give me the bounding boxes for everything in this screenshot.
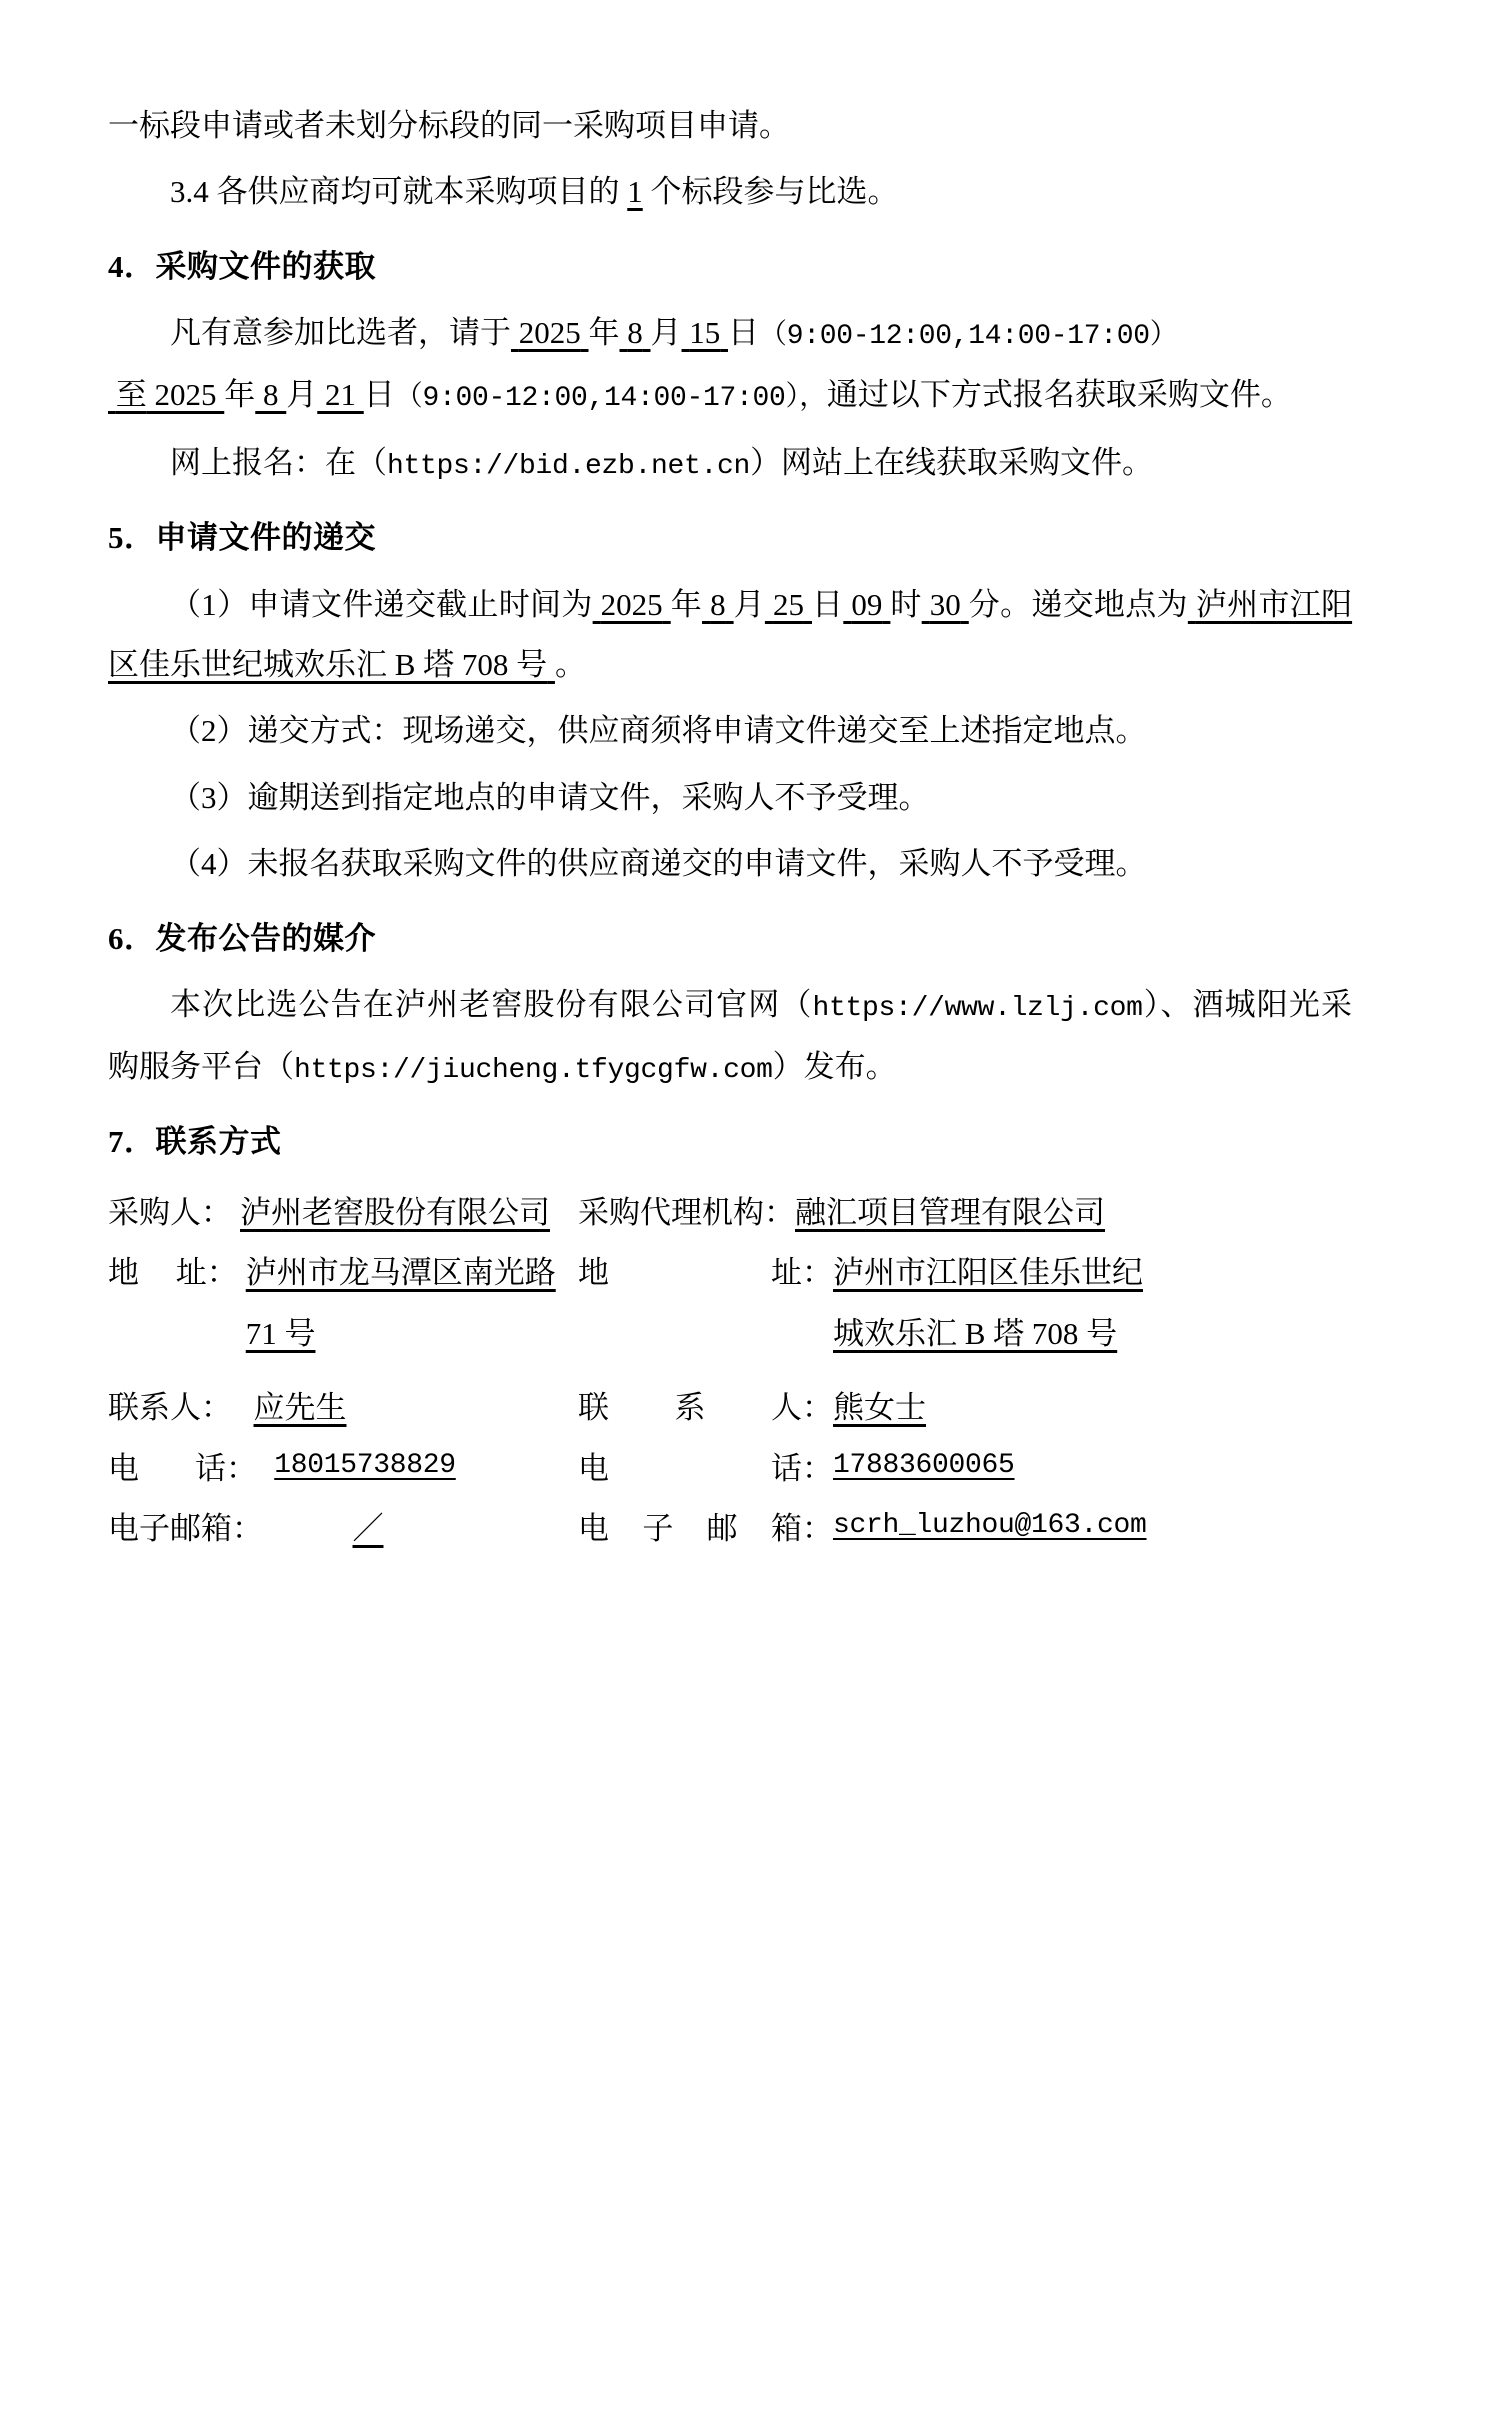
agency-label: 采购代理机构： bbox=[578, 1194, 795, 1230]
paragraph-late-submission: （3）逾期送到指定地点的申请文件，采购人不予受理。 bbox=[170, 779, 930, 815]
paragraph-3-4-prefix: 3.4 各供应商均可就本采购项目的 bbox=[170, 174, 628, 210]
paragraph-obtain-period bbox=[108, 303, 1352, 426]
unit-year-1: 年 bbox=[588, 315, 620, 351]
agency-value: 融汇项目管理有限公司 bbox=[795, 1194, 1105, 1230]
contact-purchaser-phone bbox=[108, 1439, 578, 1499]
paragraph-unregistered-submission: （4）未报名获取采购文件的供应商递交的申请文件，采购人不予受理。 bbox=[170, 846, 1147, 882]
deadline-day: 25 bbox=[772, 586, 804, 622]
deadline-hour: 09 bbox=[851, 586, 883, 622]
deadline-minute: 30 bbox=[929, 586, 961, 622]
announcement-part2: ）、酒城阳光采购服务平台（ bbox=[108, 987, 1353, 1084]
contact-purchaser-org bbox=[108, 1183, 578, 1243]
paragraph-continued-text: 一标段申请或者未划分标段的同一采购项目申请。 bbox=[108, 108, 790, 143]
agency-contact-colon: ： bbox=[802, 1390, 833, 1426]
announcement-part1: 本次比选公告在泸州老窖股份有限公司官网（ bbox=[170, 987, 813, 1023]
contact-row-organization bbox=[108, 1183, 1352, 1243]
unit-year-2: 年 bbox=[224, 376, 256, 412]
agency-address-line2: 城欢乐汇 B 塔 708 号 bbox=[833, 1315, 1118, 1351]
lot-count-value: 1 bbox=[627, 174, 643, 210]
purchaser-email-label: 电子邮箱 bbox=[108, 1510, 232, 1546]
online-registration-label: 网上报名：在（ bbox=[170, 444, 387, 480]
obtain-start-time: （9:00-12:00,14:00-17:00） bbox=[759, 321, 1178, 353]
paragraph-3-4 bbox=[108, 162, 1352, 222]
purchaser-value: 泸州老窖股份有限公司 bbox=[240, 1194, 550, 1230]
contact-purchaser-email bbox=[108, 1499, 578, 1559]
paragraph-submission-method: （2）递交方式：现场递交，供应商须将申请文件递交至上述指定地点。 bbox=[170, 713, 1147, 749]
agency-address-label: 地址 bbox=[578, 1255, 802, 1291]
contact-row-person bbox=[108, 1378, 1352, 1438]
heading-section-6: 6．发布公告的媒介 bbox=[108, 920, 376, 956]
contact-agency-person bbox=[578, 1378, 1352, 1438]
obtain-start-year: 2025 bbox=[518, 315, 581, 351]
purchaser-email-colon: ： bbox=[232, 1510, 263, 1546]
contact-row-email bbox=[108, 1499, 1352, 1559]
heading-section-5: 5．申请文件的递交 bbox=[108, 520, 376, 556]
agency-address-line1: 泸州市江阳区佳乐世纪 bbox=[833, 1255, 1143, 1291]
purchaser-contact-colon: ： bbox=[201, 1390, 232, 1426]
contact-purchaser-person bbox=[108, 1378, 578, 1438]
submission-deadline-label: （1）申请文件递交截止时间为 bbox=[170, 586, 593, 622]
contact-agency-email bbox=[578, 1499, 1352, 1559]
heading-section-7: 7．联系方式 bbox=[108, 1124, 282, 1160]
purchaser-phone-colon: ： bbox=[226, 1450, 257, 1486]
contact-agency-org bbox=[578, 1183, 1352, 1243]
announcement-part3: ）发布。 bbox=[772, 1048, 897, 1084]
agency-phone-value: 17883600065 bbox=[833, 1449, 1015, 1481]
purchaser-label: 采购人： bbox=[108, 1194, 232, 1230]
unit-month-2: 月 bbox=[286, 376, 318, 412]
announcement-url-jiucheng[interactable]: https://jiucheng.tfygcgfw.com bbox=[294, 1054, 773, 1086]
unit-minute: 分。 bbox=[968, 586, 1032, 622]
obtain-start-month: 8 bbox=[627, 315, 643, 351]
purchaser-email-value: ／ bbox=[352, 1510, 384, 1546]
obtain-to-label: 至 bbox=[115, 376, 147, 412]
agency-contact-value: 熊女士 bbox=[833, 1390, 926, 1426]
online-registration-tail: ）网站上在线获取采购文件。 bbox=[750, 444, 1154, 480]
obtain-end-time: （9:00-12:00,14:00-17:00）， bbox=[394, 382, 827, 414]
contact-row-address bbox=[108, 1243, 1352, 1364]
announcement-url-lzlj[interactable]: https://www.lzlj.com bbox=[812, 993, 1143, 1025]
purchaser-phone-value: 18015738829 bbox=[274, 1449, 456, 1481]
paragraph-3-4-suffix: 个标段参与比选。 bbox=[642, 174, 899, 210]
contact-block bbox=[108, 1183, 1352, 1560]
obtain-end-month: 8 bbox=[263, 376, 279, 412]
heading-section-4: 4．采购文件的获取 bbox=[108, 248, 376, 284]
contact-row-phone bbox=[108, 1439, 1352, 1499]
unit-day-3: 日 bbox=[812, 586, 844, 622]
deadline-month: 8 bbox=[710, 586, 726, 622]
deadline-year: 2025 bbox=[600, 586, 663, 622]
agency-address-value bbox=[833, 1243, 1143, 1364]
purchaser-phone-label: 电话 bbox=[108, 1450, 226, 1486]
paragraph-announcement-media bbox=[108, 975, 1352, 1098]
unit-month-3: 月 bbox=[733, 586, 765, 622]
deadline-place-label: 递交地点为 bbox=[1031, 586, 1188, 622]
obtain-tail-text: 通过以下方式报名获取采购文件。 bbox=[826, 376, 1292, 412]
unit-day-1: 日 bbox=[728, 315, 759, 351]
purchaser-address-colon: ： bbox=[206, 1255, 238, 1291]
unit-year-3: 年 bbox=[670, 586, 703, 622]
agency-email-label: 电子邮箱 bbox=[578, 1510, 802, 1546]
deadline-period: 。 bbox=[554, 646, 586, 682]
agency-address-colon: ： bbox=[802, 1255, 833, 1291]
unit-month-1: 月 bbox=[650, 315, 682, 351]
agency-email-value[interactable]: scrh_luzhou@163.com bbox=[833, 1509, 1147, 1541]
obtain-end-day: 21 bbox=[325, 376, 356, 412]
paragraph-online-registration bbox=[108, 433, 1352, 495]
obtain-start-day: 15 bbox=[689, 315, 721, 351]
contact-agency-address bbox=[578, 1243, 1352, 1364]
contact-purchaser-address bbox=[108, 1243, 578, 1364]
contact-spacer bbox=[108, 1364, 1352, 1378]
document-body bbox=[108, 96, 1352, 1559]
purchaser-address-label: 地址 bbox=[108, 1255, 207, 1291]
purchaser-contact-value: 应先生 bbox=[253, 1390, 347, 1426]
deadline-place-value: 泸州市江阳区佳乐世纪城欢乐汇 B 塔 708 号 bbox=[108, 586, 1353, 682]
unit-hour: 时 bbox=[890, 586, 922, 622]
contact-agency-phone bbox=[578, 1439, 1352, 1499]
obtain-intro-text: 凡有意参加比选者，请于 bbox=[170, 315, 511, 351]
obtain-end-year: 2025 bbox=[154, 376, 217, 412]
agency-contact-label: 联系人 bbox=[578, 1390, 802, 1426]
agency-phone-label: 电话 bbox=[578, 1450, 802, 1486]
paragraph-submission-deadline bbox=[108, 575, 1352, 696]
purchaser-contact-label: 联系人 bbox=[108, 1390, 201, 1426]
unit-day-2: 日 bbox=[363, 376, 395, 412]
agency-email-colon: ： bbox=[802, 1510, 833, 1546]
paragraph-continued bbox=[108, 96, 1352, 156]
online-registration-url[interactable]: https://bid.ezb.net.cn bbox=[387, 450, 751, 482]
agency-phone-colon: ： bbox=[802, 1450, 833, 1486]
purchaser-address-value: 泸州市龙马潭区南光路 71 号 bbox=[245, 1255, 556, 1351]
